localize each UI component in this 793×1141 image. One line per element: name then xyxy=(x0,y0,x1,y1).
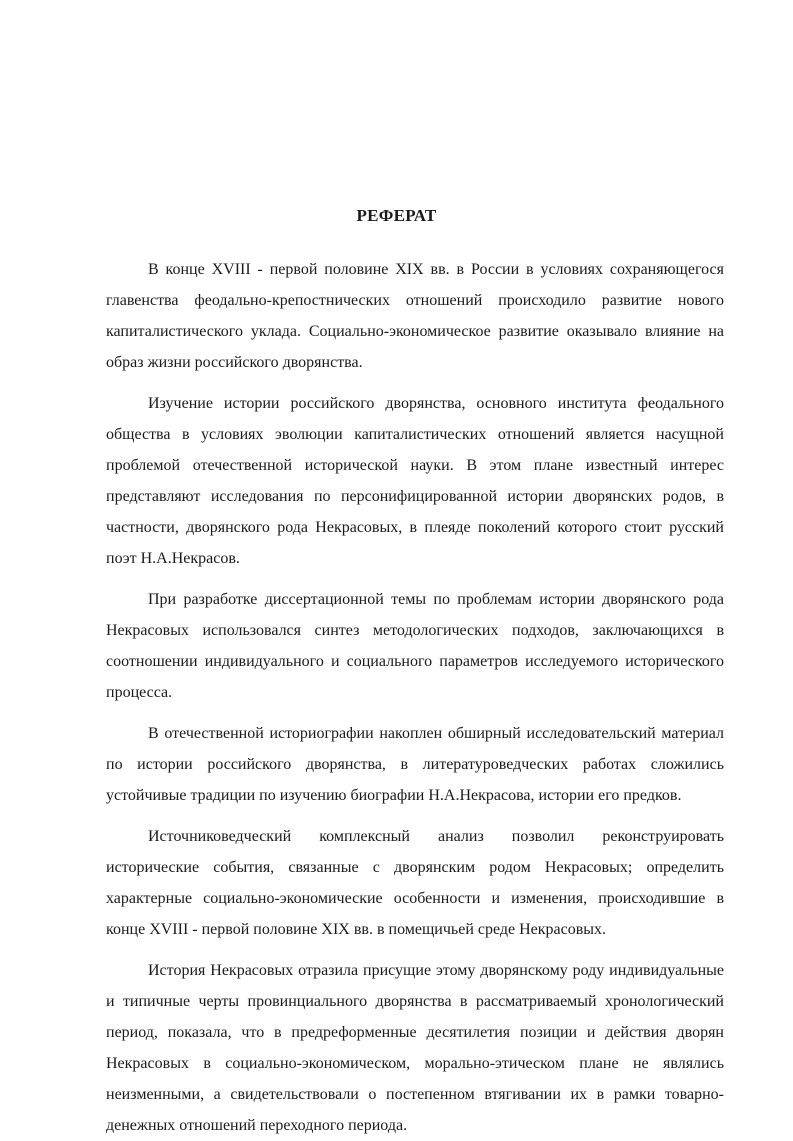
paragraph: История Некрасовых отразила присущие этому дворянскому роду индивидуальные и типичные черты провинциального дворянства в рассматриваемый хронологический период, показала, что в предреформенные десятилетия позиции и действия дворян Некрасовых в социально-экономическом, морально-этическом плане не являлись неизменными, а свидетельствовали о постепенном втягивании их в рамки товарно-денежных отношений переходного периода. xyxy=(106,962,724,1134)
document-title: РЕФЕРАТ xyxy=(356,206,437,225)
paragraph: При разработке диссертационной темы по проблемам истории дворянского рода Некрасовых использовался синтез методологических подходов, заключающихся в соотношении индивидуального и социального параметров исследуемого исторического процесса. xyxy=(106,591,724,701)
paragraph: В конце XVIII - первой половине XIX вв. в России в условиях сохраняющегося главенства феодально-крепостнических отношений происходило развитие нового капиталистического уклада. Социально-экономическое развитие оказывало влияние на образ жизни российского дворянства. xyxy=(106,261,724,371)
paragraph: Изучение истории российского дворянства, основного института феодального общества в условиях эволюции капиталистических отношений является насущной проблемой отечественной исторической науки. В этом плане известный интерес представляют исследования по персонифицированной истории дворянских родов, в частности, дворянского рода Некрасовых, в плеяде поколений которого стоит русский поэт Н.А.Некрасов. xyxy=(106,395,724,567)
paragraph: В отечественной историографии накоплен обширный исследовательский материал по истории российского дворянства, в литературоведческих работах сложились устойчивые традиции по изучению биографии Н.А.Некрасова, истории его предков. xyxy=(106,725,724,804)
document-body xyxy=(106,254,724,1141)
paragraph: Источниковедческий комплексный анализ позволил реконструировать исторические события, связанные с дворянским родом Некрасовых; определить характерные социально-экономические особенности и изменения, происходившие в конце XVIII - первой половине XIX вв. в помещичьей среде Некрасовых. xyxy=(106,828,724,938)
